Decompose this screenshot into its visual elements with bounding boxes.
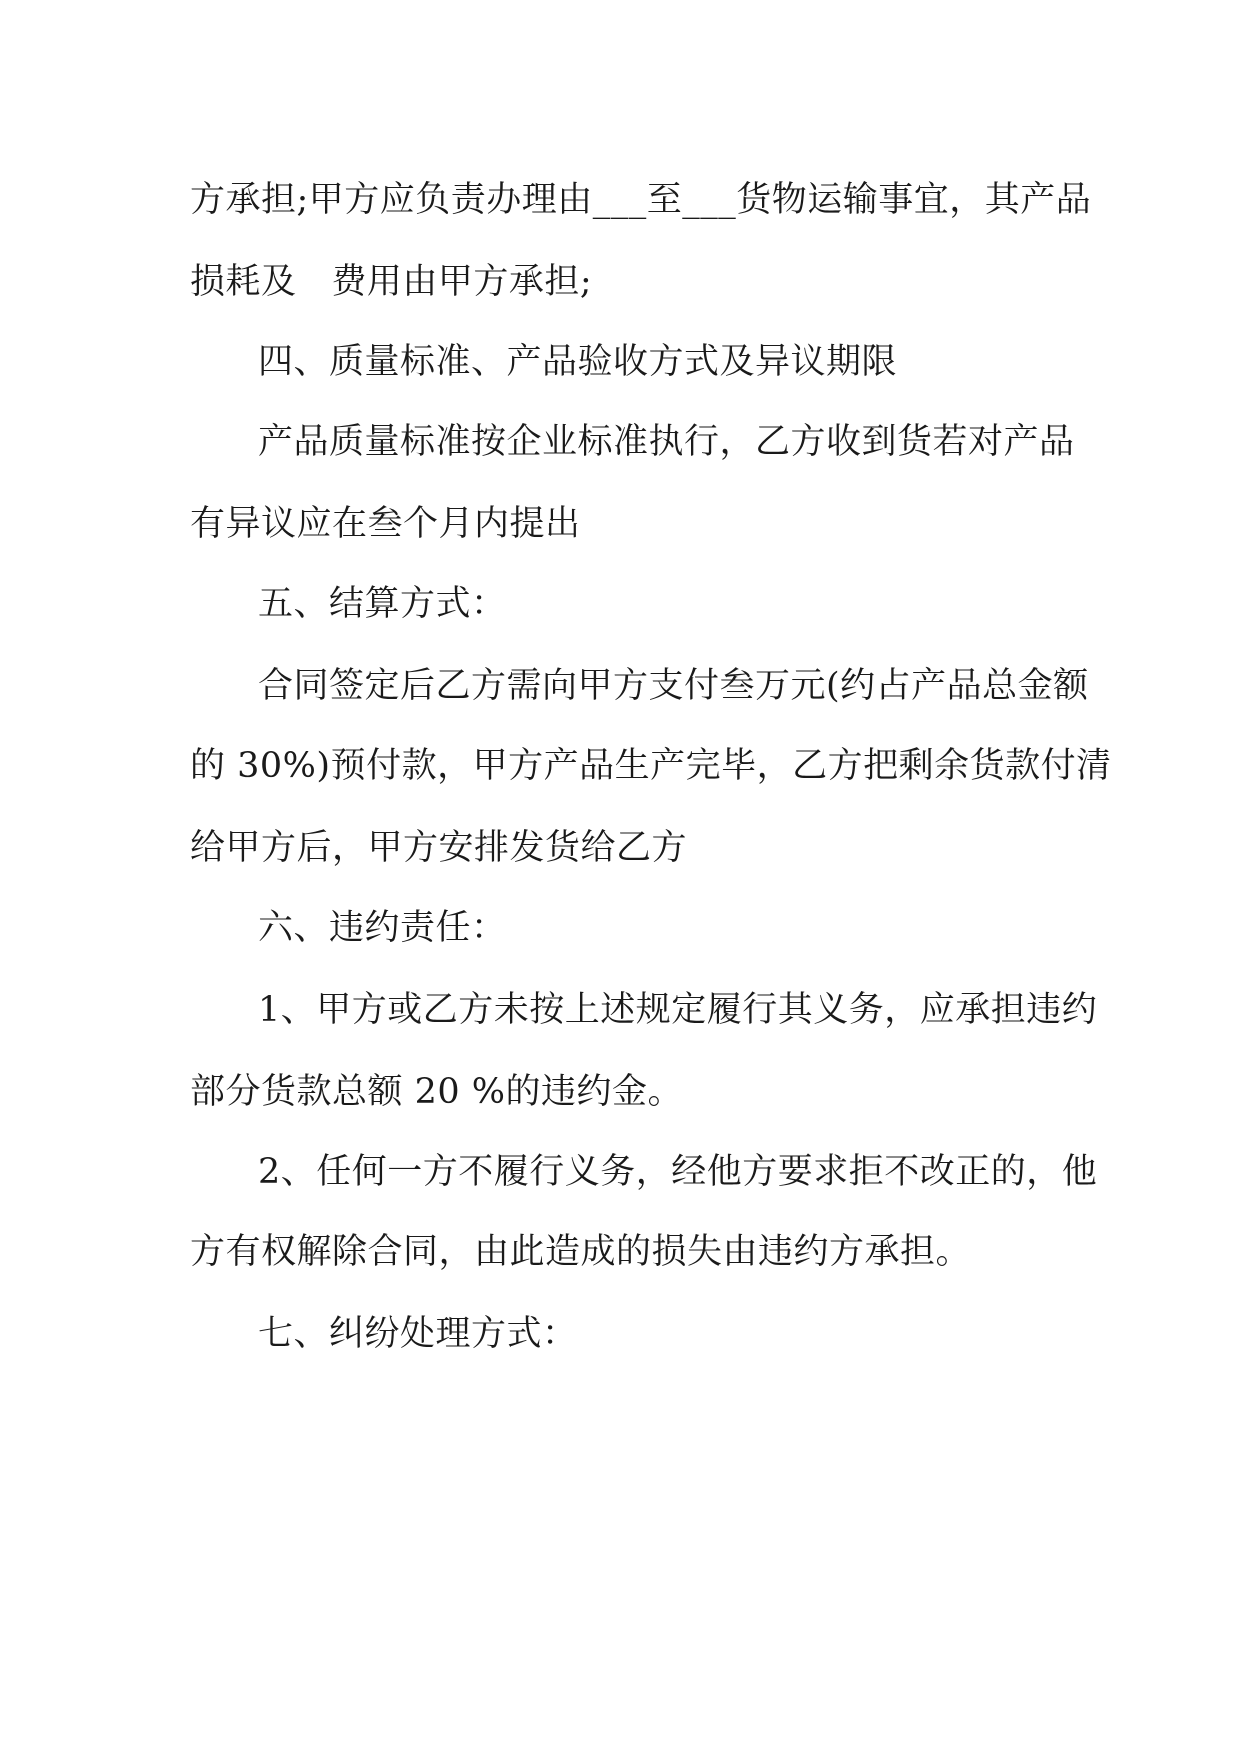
text-line-liability-2: 2、任何一方不履行义务，经他方要求拒不改正的，他 xyxy=(258,1152,1098,1192)
text-line-quality-standard: 产品质量标准按企业标准执行，乙方收到货若对产品 xyxy=(258,422,1075,462)
text-line-prepayment: 合同签定后乙方需向甲方支付叁万元(约占产品总金额 xyxy=(258,666,1089,706)
section-heading-liability: 六、违约责任： xyxy=(258,908,507,948)
text-line-objection-period: 有异议应在叁个月内提出 xyxy=(190,504,581,544)
text-line-termination: 方有权解除合同，由此造成的损失由违约方承担。 xyxy=(190,1232,972,1272)
text-line-transport-costs: 方承担;甲方应负责办理由___至___货物运输事宜，其产品 xyxy=(190,180,1092,220)
section-heading-quality: 四、质量标准、产品验收方式及异议期限 xyxy=(258,342,898,382)
section-heading-disputes: 七、纠纷处理方式： xyxy=(258,1314,578,1354)
text-line-liability-1: 1、甲方或乙方未按上述规定履行其义务，应承担违约 xyxy=(258,990,1098,1030)
section-heading-settlement: 五、结算方式： xyxy=(258,584,507,624)
text-line-payment-terms: 的 30%)预付款，甲方产品生产完毕，乙方把剩余货款付清 xyxy=(190,746,1112,786)
text-line-penalty: 部分货款总额 20 %的违约金。 xyxy=(190,1072,684,1112)
text-line-delivery: 给甲方后，甲方安排发货给乙方 xyxy=(190,828,688,868)
text-line-loss-costs: 损耗及 费用由甲方承担; xyxy=(190,262,593,302)
